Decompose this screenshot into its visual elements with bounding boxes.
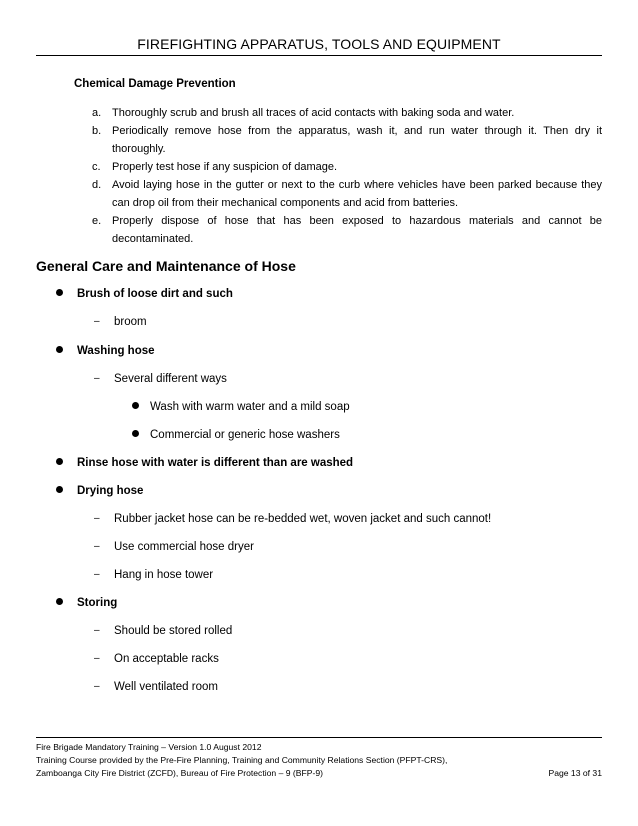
chemical-damage-list <box>92 104 602 248</box>
list-letter: e. <box>92 215 102 227</box>
bullet-label: Rinse hose with water is different than are washed <box>77 457 354 469</box>
bullet-label: Storing <box>77 597 118 609</box>
sub-item <box>94 681 218 693</box>
dash-icon: – <box>94 569 100 581</box>
list-item <box>92 212 602 248</box>
chemical-damage-title: Chemical Damage Prevention <box>74 78 236 90</box>
bullet-dot-icon <box>56 346 63 353</box>
sub-item-text: broom <box>114 316 147 328</box>
sub-item-text: Well ventilated room <box>114 681 218 693</box>
footer-last-row <box>36 767 602 780</box>
dash-icon: – <box>94 653 100 665</box>
list-item <box>92 104 602 122</box>
sub-item <box>94 316 147 328</box>
sub-item-text: Use commercial hose dryer <box>114 541 254 553</box>
list-letter: d. <box>92 179 102 191</box>
bullet-dot-icon <box>132 402 139 409</box>
dash-icon: – <box>94 681 100 693</box>
sub-item <box>94 513 491 525</box>
sub-item <box>94 653 219 665</box>
list-item-text: Avoid laying hose in the gutter or next to the curb where vehicles have been parked because they can drop oil from their mechanical components and acid from batteries. <box>112 179 602 209</box>
list-item-text: Periodically remove hose from the apparatus, wash it, and run water through it. Then dry it thoroughly. <box>112 125 602 155</box>
list-item <box>92 158 602 176</box>
list-item-text: Properly test hose if any suspicion of damage. <box>112 161 338 173</box>
bullet-dot-icon <box>56 486 63 493</box>
bullet-dot-icon <box>132 430 139 437</box>
method-text: Commercial or generic hose washers <box>150 429 340 441</box>
dash-icon: – <box>94 541 100 553</box>
footer-line: Training Course provided by the Pre-Fire Planning, Training and Community Relations Section (PFPT-CRS), <box>36 755 448 765</box>
bullet-dot-icon <box>56 598 63 605</box>
list-item <box>92 122 602 158</box>
sub-item-text: On acceptable racks <box>114 653 219 665</box>
sub-item-text: Rubber jacket hose can be re-bedded wet, woven jacket and such cannot! <box>114 513 492 525</box>
bullet-rinse <box>56 457 353 469</box>
list-item-text: Thoroughly scrub and brush all traces of acid contacts with baking soda and water. <box>112 107 515 119</box>
method-item <box>132 429 340 441</box>
list-item-text: Properly dispose of hose that has been exposed to hazardous materials and cannot be decontaminated. <box>112 215 602 245</box>
footer-line: Fire Brigade Mandatory Training – Version 1.0 August 2012 <box>36 742 262 752</box>
footer-line: Zamboanga City Fire District (ZCFD), Bureau of Fire Protection – 9 (BFP-9) <box>36 768 324 778</box>
sub-item <box>94 569 213 581</box>
bullet-storing <box>56 597 117 609</box>
page-header: FIREFIGHTING APPARATUS, TOOLS AND EQUIPMENT <box>36 36 602 56</box>
sub-item-text: Several different ways <box>114 373 227 385</box>
list-item <box>92 176 602 212</box>
bullet-washing <box>56 345 155 357</box>
sub-item <box>94 541 254 553</box>
page-footer <box>36 737 602 780</box>
list-letter: c. <box>92 161 101 173</box>
dash-icon: – <box>94 373 100 385</box>
method-text: Wash with warm water and a mild soap <box>150 401 350 413</box>
bullet-dot-icon <box>56 458 63 465</box>
sub-item <box>94 373 227 385</box>
dash-icon: – <box>94 316 100 328</box>
page-number: Page 13 of 31 <box>548 768 602 778</box>
list-letter: a. <box>92 107 102 119</box>
bullet-label: Drying hose <box>77 485 144 497</box>
bullet-brush <box>56 288 233 300</box>
list-letter: b. <box>92 125 102 137</box>
section-heading: General Care and Maintenance of Hose <box>36 258 296 274</box>
bullet-dot-icon <box>56 289 63 296</box>
sub-item-text: Hang in hose tower <box>114 569 214 581</box>
bullet-label: Washing hose <box>77 345 155 357</box>
bullet-drying <box>56 485 143 497</box>
bullet-label: Brush of loose dirt and such <box>77 288 233 300</box>
sub-item-text: Should be stored rolled <box>114 625 233 637</box>
dash-icon: – <box>94 513 100 525</box>
dash-icon: – <box>94 625 100 637</box>
sub-item <box>94 625 232 637</box>
method-item <box>132 401 350 413</box>
